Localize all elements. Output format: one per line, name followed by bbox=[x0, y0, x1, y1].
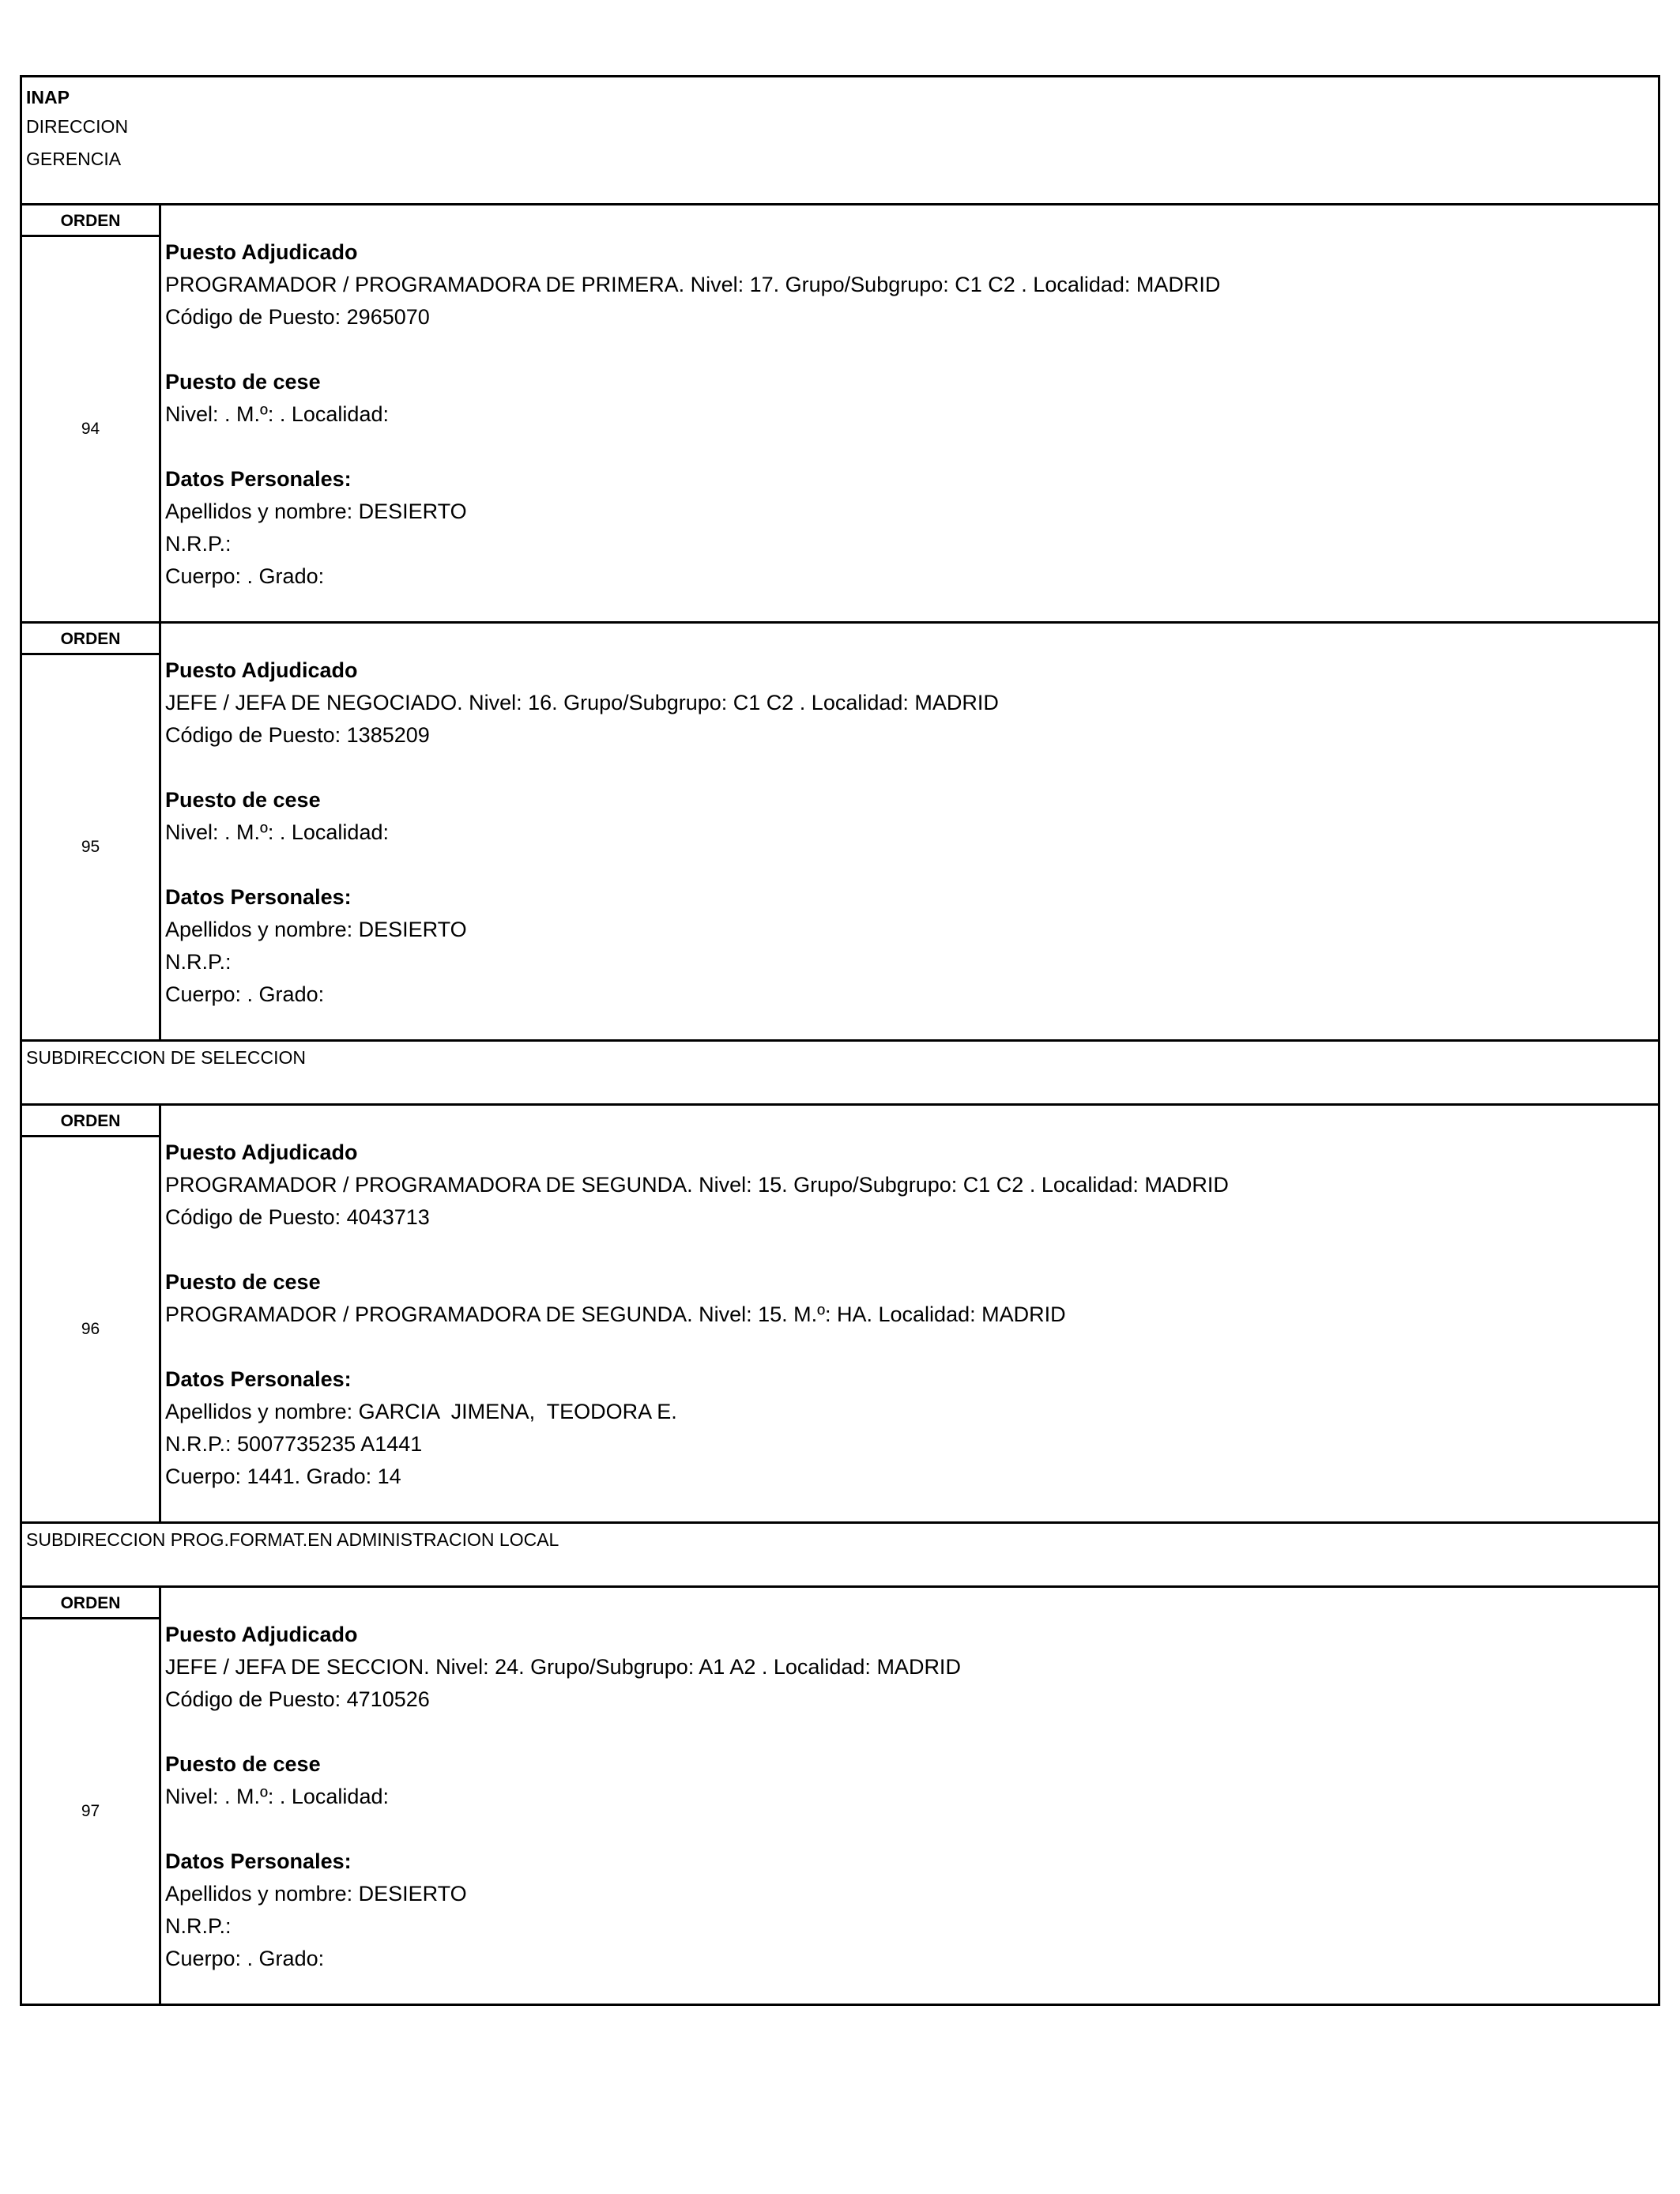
apellidos-nombre: Apellidos y nombre: GARCIA JIMENA, TEODORA E. bbox=[165, 1400, 677, 1423]
codigo-puesto: Código de Puesto: 1385209 bbox=[165, 723, 430, 747]
spacer bbox=[165, 1716, 1658, 1748]
adjudicado-desc: PROGRAMADOR / PROGRAMADORA DE SEGUNDA. Nivel: 15. Grupo/Subgrupo: C1 C2 . Localidad: MADRID bbox=[165, 1173, 1229, 1197]
cese-heading: Puesto de cese bbox=[165, 1270, 321, 1294]
orden-label: ORDEN bbox=[22, 1588, 159, 1619]
cese-desc: Nivel: . M.º: . Localidad: bbox=[165, 820, 389, 844]
entry-content bbox=[161, 624, 1658, 1039]
cese-desc: PROGRAMADOR / PROGRAMADORA DE SEGUNDA. Nivel: 15. M.º: HA. Localidad: MADRID bbox=[165, 1302, 1066, 1326]
orden-number: 95 bbox=[81, 838, 100, 856]
cese-desc: Nivel: . M.º: . Localidad: bbox=[165, 1785, 389, 1808]
subunit-name: GERENCIA bbox=[26, 149, 122, 169]
orden-cell bbox=[22, 205, 161, 621]
orden-label: ORDEN bbox=[22, 1106, 159, 1137]
cuerpo-grado: Cuerpo: . Grado: bbox=[165, 1947, 325, 1970]
cuerpo-grado: Cuerpo: . Grado: bbox=[165, 564, 325, 588]
orden-number: 94 bbox=[81, 420, 100, 438]
nrp: N.R.P.: bbox=[165, 532, 232, 556]
entry-94 bbox=[22, 205, 1658, 624]
adjudicado-heading: Puesto Adjudicado bbox=[165, 1140, 358, 1164]
cese-heading: Puesto de cese bbox=[165, 1752, 321, 1776]
cese-heading: Puesto de cese bbox=[165, 788, 321, 812]
spacer bbox=[165, 1813, 1658, 1845]
adjudicado-heading: Puesto Adjudicado bbox=[165, 240, 358, 264]
spacer bbox=[165, 752, 1658, 784]
codigo-puesto: Código de Puesto: 4043713 bbox=[165, 1205, 430, 1229]
spacer bbox=[165, 431, 1658, 463]
adjudicado-desc: JEFE / JEFA DE NEGOCIADO. Nivel: 16. Grupo/Subgrupo: C1 C2 . Localidad: MADRID bbox=[165, 691, 999, 714]
apellidos-nombre: Apellidos y nombre: DESIERTO bbox=[165, 918, 467, 941]
nrp: N.R.P.: bbox=[165, 1914, 232, 1938]
cese-heading: Puesto de cese bbox=[165, 370, 321, 394]
orden-cell bbox=[22, 1106, 161, 1521]
adjudicado-heading: Puesto Adjudicado bbox=[165, 658, 358, 682]
orden-label: ORDEN bbox=[22, 205, 159, 237]
unit-name: DIRECCION bbox=[26, 116, 129, 137]
entry-97 bbox=[22, 1588, 1658, 2006]
codigo-puesto: Código de Puesto: 4710526 bbox=[165, 1687, 430, 1711]
spacer bbox=[165, 1234, 1658, 1266]
section-heading: SUBDIRECCION PROG.FORMAT.EN ADMINISTRACION LOCAL bbox=[22, 1524, 1658, 1588]
personales-heading: Datos Personales: bbox=[165, 1849, 352, 1873]
entry-96 bbox=[22, 1106, 1658, 1524]
org-name: INAP bbox=[26, 87, 70, 107]
adjudicado-desc: JEFE / JEFA DE SECCION. Nivel: 24. Grupo/Subgrupo: A1 A2 . Localidad: MADRID bbox=[165, 1655, 961, 1679]
document-table bbox=[20, 75, 1660, 2006]
orden-label: ORDEN bbox=[22, 624, 159, 655]
codigo-puesto: Código de Puesto: 2965070 bbox=[165, 305, 430, 329]
apellidos-nombre: Apellidos y nombre: DESIERTO bbox=[165, 499, 467, 523]
personales-heading: Datos Personales: bbox=[165, 885, 352, 909]
cuerpo-grado: Cuerpo: . Grado: bbox=[165, 982, 325, 1006]
cese-desc: Nivel: . M.º: . Localidad: bbox=[165, 402, 389, 426]
entry-content bbox=[161, 1588, 1658, 2004]
apellidos-nombre: Apellidos y nombre: DESIERTO bbox=[165, 1882, 467, 1906]
spacer bbox=[165, 849, 1658, 881]
spacer bbox=[165, 334, 1658, 366]
cuerpo-grado: Cuerpo: 1441. Grado: 14 bbox=[165, 1465, 401, 1488]
entry-content bbox=[161, 205, 1658, 621]
entry-content bbox=[161, 1106, 1658, 1521]
orden-cell bbox=[22, 624, 161, 1039]
header-block bbox=[22, 77, 1658, 205]
personales-heading: Datos Personales: bbox=[165, 1367, 352, 1391]
personales-heading: Datos Personales: bbox=[165, 467, 352, 491]
nrp: N.R.P.: bbox=[165, 950, 232, 974]
adjudicado-desc: PROGRAMADOR / PROGRAMADORA DE PRIMERA. Nivel: 17. Grupo/Subgrupo: C1 C2 . Localidad: MADRID bbox=[165, 273, 1221, 296]
adjudicado-heading: Puesto Adjudicado bbox=[165, 1623, 358, 1646]
nrp: N.R.P.: 5007735235 A1441 bbox=[165, 1432, 423, 1456]
orden-number: 96 bbox=[81, 1320, 100, 1338]
section-heading: SUBDIRECCION DE SELECCION bbox=[22, 1042, 1658, 1106]
spacer bbox=[165, 1331, 1658, 1363]
entry-95 bbox=[22, 624, 1658, 1042]
orden-cell bbox=[22, 1588, 161, 2004]
orden-number: 97 bbox=[81, 1802, 100, 1820]
